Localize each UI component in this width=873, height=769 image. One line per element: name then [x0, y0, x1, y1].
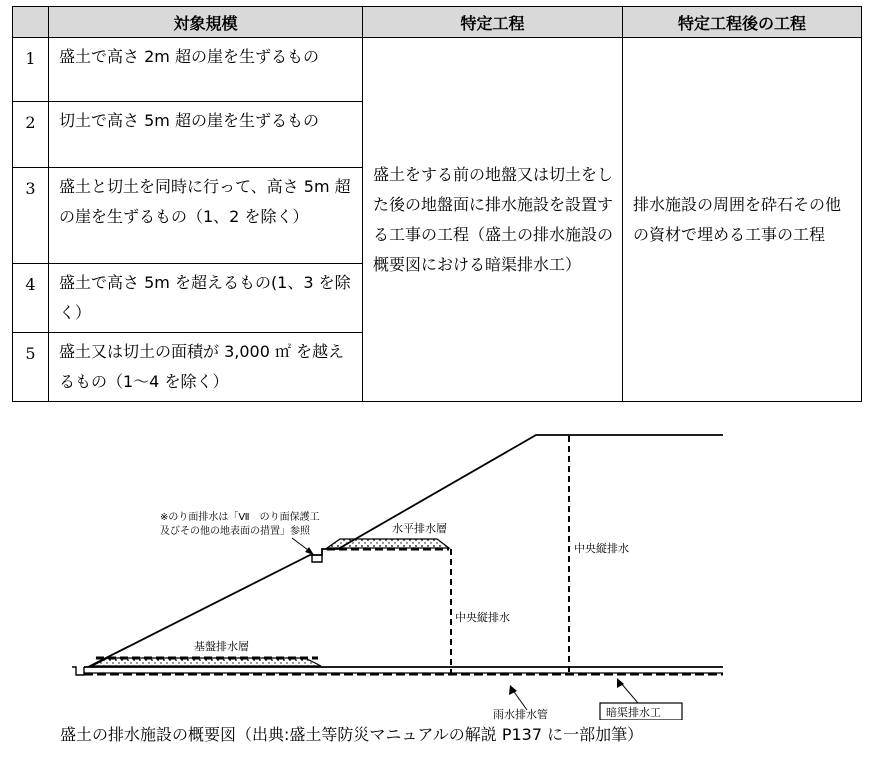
- culvert-arrowhead: [617, 678, 624, 688]
- header-number: [13, 7, 49, 38]
- culvert-label: 暗渠排水工: [606, 706, 661, 719]
- row-number: 5: [13, 333, 49, 402]
- target-scale-cell: 盛土で高さ 2m 超の崖を生ずるもの: [49, 38, 363, 102]
- slope-drain-note-line2: 及びその他の地表面の措置」参照: [160, 526, 310, 537]
- target-scale-cell: 切土で高さ 5m 超の崖を生ずるもの: [49, 102, 363, 168]
- rain-pipe-label: 雨水排水管: [493, 708, 548, 720]
- culvert-leader: [620, 682, 638, 703]
- diagram-caption: 盛土の排水施設の概要図（出典:盛土等防災マニュアルの解説 P137 に一部加筆）: [60, 725, 644, 744]
- row-number: 4: [13, 264, 49, 333]
- horizontal-drain-label: 水平排水層: [392, 522, 447, 535]
- row-number: 2: [13, 102, 49, 168]
- table-row: [13, 38, 862, 102]
- horizontal-drain-layer: [327, 539, 449, 548]
- target-scale-cell: 盛土と切土を同時に行って、高さ 5m 超の崖を生ずるもの（1、2 を除く）: [49, 168, 363, 264]
- header-post-process: 特定工程後の工程: [623, 7, 862, 38]
- berm-drain-notch: [312, 555, 322, 562]
- post-process-cell: 排水施設の周囲を砕石その他の資材で埋める工事の工程: [623, 38, 862, 402]
- row-number: 3: [13, 168, 49, 264]
- table-header-row: [13, 7, 862, 38]
- header-target-scale: 対象規模: [49, 7, 363, 38]
- header-specific-process: 特定工程: [363, 7, 623, 38]
- row-number: 1: [13, 38, 49, 102]
- specific-process-cell: 盛土をする前の地盤又は切土をした後の地盤面に排水施設を設置する工事の工程（盛土の排水施設の概要図における暗渠排水工）: [363, 38, 623, 402]
- toe-drain-notch: [72, 667, 84, 675]
- drainage-diagram: [0, 400, 873, 720]
- central-drain-label-lower: 中央縦排水: [455, 611, 510, 624]
- specific-process-table: [12, 6, 862, 402]
- base-drain-label: 基盤排水層: [194, 640, 249, 653]
- slope-drain-note-line1: ※のり面排水は「Ⅶ のり面保護工: [160, 512, 320, 523]
- target-scale-cell: 盛土又は切土の面積が 3,000 ㎡ を越えるもの（1～4 を除く）: [49, 333, 363, 402]
- target-scale-cell: 盛土で高さ 5m を超えるもの(1、3 を除く）: [49, 264, 363, 333]
- central-drain-label-upper: 中央縦排水: [574, 542, 629, 555]
